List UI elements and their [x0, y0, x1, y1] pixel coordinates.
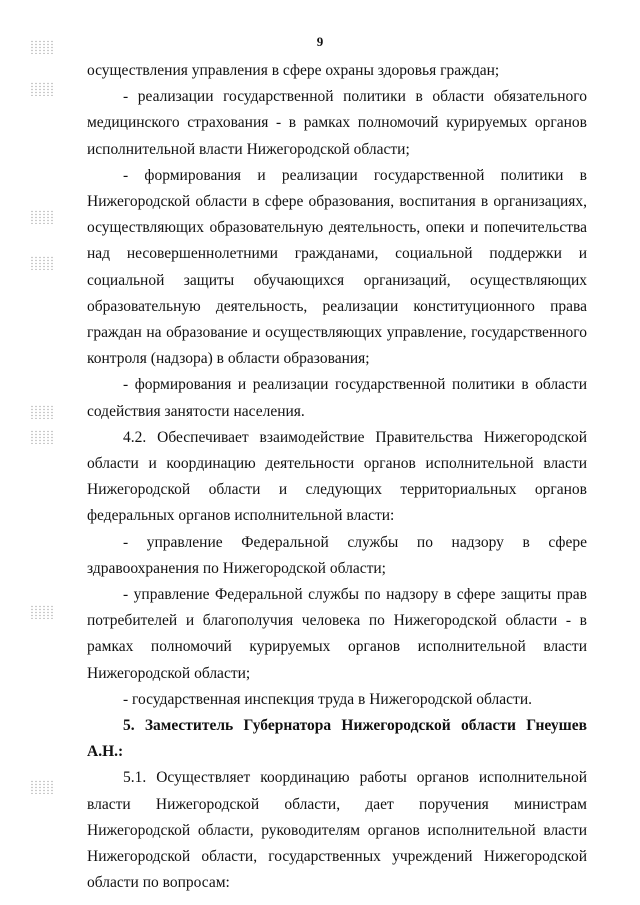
- margin-stamp-marks: [30, 0, 70, 905]
- paragraph-employment-policy: - формирования и реализации государственной политики в области содействия занятости населения.: [87, 376, 587, 420]
- paragraph-health-continuation: осуществления управления в сфере охраны здоровья граждан;: [87, 62, 500, 79]
- paragraph-section-5-1: 5.1. Осуществляет координацию работы органов исполнительной власти Нижегородской области, дает поручения министрам Нижегородской области, руководителям органов исполнительной власти Нижегородской области, государственных учреждений Нижегородской области по вопросам:: [87, 769, 587, 892]
- stamp-mark: [30, 405, 54, 419]
- paragraph-section-4-2: 4.2. Обеспечивает взаимодействие Правительства Нижегородской области и координацию деятельности органов исполнительной власти Нижегородской области и следующих территориальных органов федеральных органов исполнительной власти:: [87, 428, 587, 525]
- document-body: [87, 58, 587, 897]
- stamp-mark: [30, 780, 54, 794]
- stamp-mark: [30, 605, 54, 619]
- stamp-mark: [30, 430, 54, 444]
- page-number: 9: [316, 34, 324, 49]
- paragraph-labor-inspection: - государственная инспекция труда в Нижегородской области.: [123, 690, 532, 708]
- stamp-mark: [30, 210, 54, 224]
- paragraph-education-policy: - формирования и реализации государственной политики в Нижегородской области в сфере образования, воспитания в организациях, осуществляющих образовательную деятельность, опеки и попечительства над несовершеннолетними гражданами, социальной поддержки и социальной защиты обучающихся организаций, осуществляющих образовательную деятельность, реализации конституционного права граждан на образование и осуществляющих управление, государственного контроля (надзора) в области образования;: [87, 166, 587, 368]
- stamp-mark: [30, 40, 54, 54]
- paragraph-consumer-protection: - управление Федеральной службы по надзору в сфере защиты прав потребителей и благополучия человека по Нижегородской области - в рамках полномочий курируемых органов исполнительной власти Нижегородской области;: [87, 586, 587, 682]
- stamp-mark: [30, 256, 54, 270]
- stamp-mark: [30, 82, 54, 96]
- section-heading-5: 5. Заместитель Губернатора Нижегородской области Гнеушев А.Н.:: [87, 717, 587, 761]
- paragraph-insurance-policy: - реализации государственной политики в области обязательного медицинского страхования - в рамках полномочий курируемых органов исполнительной власти Нижегородской области;: [87, 88, 587, 158]
- paragraph-healthcare-supervision: - управление Федеральной службы по надзору в сфере здравоохранения по Нижегородской области;: [87, 533, 587, 577]
